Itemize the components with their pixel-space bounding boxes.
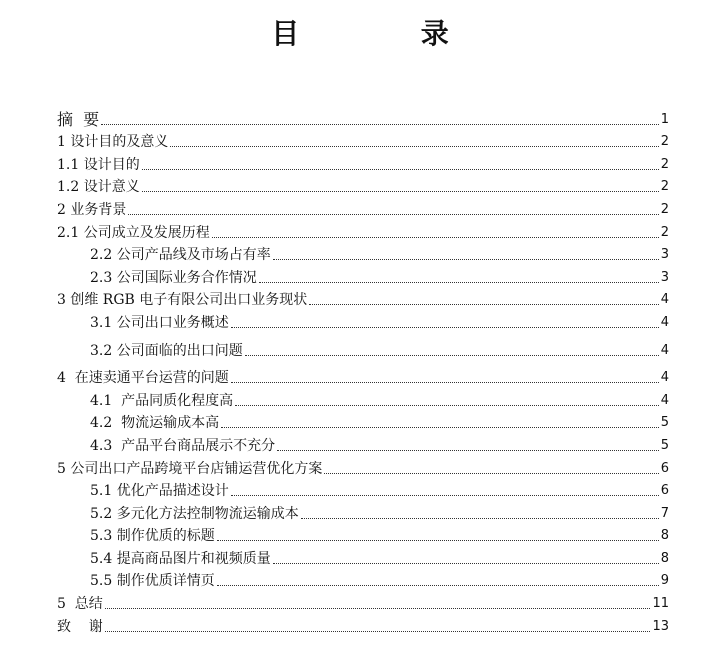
toc-entry-1[interactable] — [57, 129, 669, 152]
toc-entry-5-2[interactable] — [57, 500, 669, 523]
toc-page-number: 13 — [652, 618, 669, 634]
toc-page-number: 4 — [660, 314, 669, 330]
toc-entry-summary[interactable] — [57, 590, 669, 613]
toc-entry-1-1[interactable] — [57, 151, 669, 174]
toc-entry-5-1[interactable] — [57, 478, 669, 501]
toc-entry-2[interactable] — [57, 196, 669, 219]
toc-entry-4[interactable] — [57, 365, 669, 388]
toc-dot-leader — [273, 259, 659, 260]
toc-entry-label: 2.3 公司国际业务合作情况 — [90, 269, 257, 286]
toc-entry-label: 5.3 制作优质的标题 — [90, 528, 215, 545]
toc-dot-leader — [277, 450, 659, 451]
toc-dot-leader — [217, 585, 659, 586]
toc-page-number: 8 — [660, 528, 669, 544]
toc-dot-leader — [259, 282, 659, 283]
toc-dot-leader — [309, 304, 658, 305]
page-title: 目 录 — [271, 17, 483, 50]
toc-entry-3-2[interactable] — [57, 337, 669, 360]
toc-page-number: 2 — [660, 134, 669, 150]
toc-dot-leader — [170, 146, 658, 147]
toc-dot-leader — [105, 631, 651, 632]
toc-dot-leader — [217, 540, 659, 541]
toc-entry-label: 2.2 公司产品线及市场占有率 — [90, 247, 271, 264]
toc-entry-label: 5.1 优化产品描述设计 — [90, 483, 229, 500]
toc-dot-leader — [212, 237, 659, 238]
toc-entry-label: 致 谢 — [57, 618, 103, 635]
toc-dot-leader — [324, 473, 658, 474]
toc-entry-2-3[interactable] — [57, 264, 669, 287]
toc-entry-5-3[interactable] — [57, 523, 669, 546]
toc-page-number: 4 — [660, 392, 669, 408]
toc-page-number: 2 — [660, 224, 669, 240]
toc-page-number: 4 — [660, 292, 669, 308]
toc-entry-label: 5 公司出口产品跨境平台店铺运营优化方案 — [57, 460, 323, 477]
toc-page-number: 8 — [660, 550, 669, 566]
toc-page-number: 4 — [660, 342, 669, 358]
toc-entry-2-2[interactable] — [57, 242, 669, 265]
toc-dot-leader — [142, 191, 659, 192]
toc-page-number: 3 — [660, 247, 669, 263]
toc-page-number: 2 — [660, 156, 669, 172]
toc-entry-label: 5 总结 — [57, 596, 103, 613]
toc-entry-label: 2.1 公司成立及发展历程 — [57, 224, 210, 241]
toc-entry-4-2[interactable] — [57, 410, 669, 433]
toc-page-number: 1 — [660, 111, 669, 127]
toc-entry-5[interactable] — [57, 455, 669, 478]
toc-entry-label: 1 设计目的及意义 — [57, 134, 169, 151]
toc-dot-leader — [301, 518, 659, 519]
toc-entry-label: 5.4 提高商品图片和视频质量 — [90, 550, 271, 567]
toc-entry-4-1[interactable] — [57, 387, 669, 410]
toc-page-number: 5 — [660, 415, 669, 431]
toc-page-number: 6 — [660, 460, 669, 476]
toc-dot-leader — [221, 427, 659, 428]
toc-entry-5-5[interactable] — [57, 568, 669, 591]
toc-dot-leader — [273, 563, 659, 564]
toc-entry-label: 3 创维 RGB 电子有限公司出口业务现状 — [57, 292, 308, 309]
table-of-contents — [57, 106, 669, 636]
toc-page-number: 2 — [660, 201, 669, 217]
toc-dot-leader — [245, 355, 659, 356]
toc-page-number: 6 — [660, 483, 669, 499]
toc-entry-label: 5.2 多元化方法控制物流运输成本 — [90, 505, 299, 522]
toc-page-number: 11 — [652, 596, 669, 612]
toc-entry-label: 4 在速卖通平台运营的问题 — [57, 370, 229, 387]
toc-entry-abstract[interactable] — [57, 106, 669, 129]
toc-entry-label: 2 业务背景 — [57, 201, 127, 218]
toc-entry-label: 3.1 公司出口业务概述 — [90, 314, 229, 331]
toc-dot-leader — [105, 608, 651, 609]
toc-entry-label: 1.1 设计目的 — [57, 156, 140, 173]
toc-entry-4-3[interactable] — [57, 432, 669, 455]
toc-entry-label: 5.5 制作优质详情页 — [90, 573, 215, 590]
toc-dot-leader — [231, 327, 659, 328]
toc-entry-label: 1.2 设计意义 — [57, 179, 140, 196]
toc-entry-3-1[interactable] — [57, 309, 669, 332]
toc-entry-1-2[interactable] — [57, 174, 669, 197]
toc-dot-leader — [101, 124, 659, 125]
toc-entry-label: 3.2 公司面临的出口问题 — [90, 342, 243, 359]
toc-entry-acknowledgements[interactable] — [57, 613, 669, 636]
toc-entry-3[interactable] — [57, 287, 669, 310]
toc-page-number: 4 — [660, 370, 669, 386]
toc-page-number: 5 — [660, 437, 669, 453]
toc-entry-label: 4.3 产品平台商品展示不充分 — [90, 437, 276, 454]
toc-entry-2-1[interactable] — [57, 219, 669, 242]
toc-entry-5-4[interactable] — [57, 545, 669, 568]
toc-entry-label: 4.1 产品同质化程度高 — [90, 392, 234, 409]
toc-page-number: 7 — [660, 505, 669, 521]
toc-dot-leader — [231, 495, 659, 496]
toc-page-number: 2 — [660, 179, 669, 195]
toc-dot-leader — [231, 382, 659, 383]
toc-entry-label: 摘 要 — [57, 109, 100, 129]
toc-page-number: 3 — [660, 269, 669, 285]
toc-dot-leader — [235, 405, 659, 406]
toc-dot-leader — [142, 169, 659, 170]
toc-page-number: 9 — [660, 573, 669, 589]
toc-entry-label: 4.2 物流运输成本高 — [90, 415, 220, 432]
toc-dot-leader — [128, 214, 658, 215]
